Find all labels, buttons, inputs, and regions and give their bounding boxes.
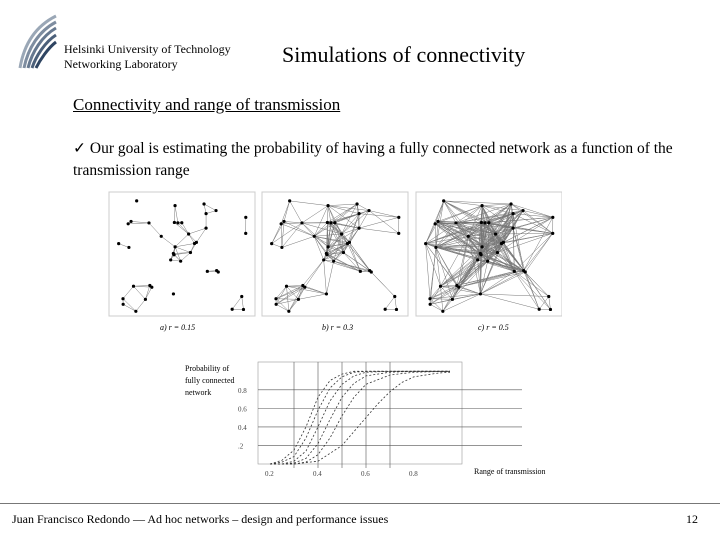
x-tick-label: 0.8 xyxy=(409,470,418,478)
graph-node xyxy=(441,310,444,313)
slide-title: Simulations of connectivity xyxy=(282,42,526,67)
graph-node xyxy=(173,204,176,207)
graph-node xyxy=(147,221,150,224)
graph-node xyxy=(176,221,179,224)
graph-node xyxy=(326,221,329,224)
institution-name xyxy=(64,42,231,72)
series-line-n1 xyxy=(270,371,450,464)
graph-node xyxy=(121,297,124,300)
graph-node xyxy=(511,227,514,230)
graph-node xyxy=(322,258,325,261)
x-tick-label: 0.2 xyxy=(265,470,274,478)
graph-node xyxy=(333,221,336,224)
graph-node xyxy=(127,246,130,249)
graph-node xyxy=(206,270,209,273)
graph-node xyxy=(547,295,550,298)
series-line-n4 xyxy=(270,371,450,464)
y-tick-label: .2 xyxy=(238,442,244,451)
graph-node xyxy=(195,241,198,244)
graph-node xyxy=(275,303,278,306)
graph-node xyxy=(332,260,335,263)
graph-node xyxy=(355,202,358,205)
graph-node xyxy=(325,252,328,255)
chart-series-group xyxy=(270,371,450,464)
graph-node xyxy=(242,308,245,311)
graph-node xyxy=(348,241,351,244)
section-subtitle: Connectivity and range of transmission xyxy=(73,95,341,114)
y-tick-label: 0.6 xyxy=(238,405,247,414)
graph-node xyxy=(288,199,291,202)
y-axis-label-line-3: network xyxy=(185,388,212,397)
graph-node xyxy=(455,284,458,287)
graph-node xyxy=(179,260,182,263)
x-axis-label: Range of transmission xyxy=(474,467,546,476)
graph-node xyxy=(280,222,283,225)
graph-node xyxy=(169,258,172,261)
institution-line-2: Networking Laboratory xyxy=(64,57,178,71)
graph-node xyxy=(424,242,427,245)
graph-node xyxy=(481,245,484,248)
graph-node xyxy=(148,284,151,287)
series-line-n6 xyxy=(270,372,450,464)
graph-node xyxy=(359,270,362,273)
graph-node xyxy=(454,221,457,224)
graph-node xyxy=(244,232,247,235)
graph-node xyxy=(297,298,300,301)
graph-node xyxy=(132,285,135,288)
graph-node xyxy=(513,270,516,273)
graph-node xyxy=(551,232,554,235)
graph-node xyxy=(476,258,479,261)
network-graphs-figure xyxy=(108,190,562,335)
graph-node xyxy=(479,292,482,295)
y-axis-label-line-2: fully connected xyxy=(185,376,235,385)
x-tick-label: 0.4 xyxy=(313,470,322,478)
page-number: 12 xyxy=(686,512,698,526)
graph-node xyxy=(368,269,371,272)
graph-node xyxy=(494,232,497,235)
graph-node xyxy=(204,212,207,215)
graph-node xyxy=(393,295,396,298)
graph-node xyxy=(439,285,442,288)
graph-node xyxy=(340,232,343,235)
series-line-n5 xyxy=(270,371,450,464)
graph-node xyxy=(189,251,192,254)
graph-node xyxy=(240,295,243,298)
graph-caption-a: a) r = 0.15 xyxy=(160,323,196,332)
graph-node xyxy=(496,251,499,254)
graph-node xyxy=(397,216,400,219)
graph-node xyxy=(522,269,525,272)
graph-node xyxy=(467,235,470,238)
graph-node xyxy=(301,284,304,287)
graph-node xyxy=(384,308,387,311)
graph-node xyxy=(173,221,176,224)
series-line-n3 xyxy=(270,371,450,464)
graph-node xyxy=(480,221,483,224)
graph-node xyxy=(521,209,524,212)
graph-caption-c: c) r = 0.5 xyxy=(478,323,509,332)
graph-node xyxy=(434,222,437,225)
bullet-point xyxy=(73,138,673,182)
graph-node xyxy=(300,221,303,224)
graph-node xyxy=(436,220,439,223)
graph-node xyxy=(397,232,400,235)
graph-node xyxy=(367,209,370,212)
graph-node xyxy=(144,298,147,301)
graph-panel-a xyxy=(109,192,255,316)
graph-node xyxy=(134,310,137,313)
graph-node xyxy=(342,251,345,254)
graph-node xyxy=(172,252,175,255)
graph-node xyxy=(287,310,290,313)
institution-line-1: Helsinki University of Technology xyxy=(64,42,231,56)
graph-node xyxy=(538,308,541,311)
graph-node xyxy=(357,212,360,215)
graph-node xyxy=(244,216,247,219)
graph-node xyxy=(282,220,285,223)
graph-node xyxy=(187,232,190,235)
graph-node xyxy=(486,260,489,263)
chart-frame xyxy=(258,362,462,464)
graph-node xyxy=(551,216,554,219)
graph-node xyxy=(480,204,483,207)
footer-text: Juan Francisco Redondo — Ad hoc networks – design and performance issues xyxy=(12,512,389,526)
graph-node xyxy=(274,297,277,300)
graph-node xyxy=(313,235,316,238)
graph-node xyxy=(451,298,454,301)
graph-node xyxy=(327,245,330,248)
graph-node xyxy=(285,285,288,288)
graph-node xyxy=(127,222,130,225)
graph-node xyxy=(204,227,207,230)
x-tick-label: 0.6 xyxy=(361,470,370,478)
graph-node xyxy=(479,252,482,255)
graph-node xyxy=(202,202,205,205)
connectivity-probability-chart xyxy=(180,356,580,486)
graph-node xyxy=(329,221,332,224)
graph-node xyxy=(502,241,505,244)
graph-node xyxy=(325,292,328,295)
graph-node xyxy=(357,227,360,230)
graph-node xyxy=(429,303,432,306)
y-tick-label: 0.4 xyxy=(238,423,247,432)
y-tick-label: 0.8 xyxy=(238,386,247,395)
graph-node xyxy=(428,297,431,300)
graph-node xyxy=(434,246,437,249)
checkmark-icon: ✓ xyxy=(73,140,86,157)
graph-node xyxy=(549,308,552,311)
y-axis-label-line-1: Probability of xyxy=(185,364,230,373)
university-logo-icon xyxy=(18,14,58,70)
graph-node xyxy=(487,221,490,224)
footer-divider xyxy=(0,503,720,504)
graph-node xyxy=(122,303,125,306)
graph-node xyxy=(483,221,486,224)
graph-node xyxy=(214,209,217,212)
series-line-n2 xyxy=(270,371,450,464)
chart-ticks xyxy=(238,387,418,478)
graph-node xyxy=(135,199,138,202)
graph-node xyxy=(511,212,514,215)
bullet-text: Our goal is estimating the probability of having a fully connected network as a function of the transmission range xyxy=(73,140,673,179)
graph-node xyxy=(442,199,445,202)
graph-node xyxy=(215,269,218,272)
graph-node xyxy=(180,221,183,224)
graph-node xyxy=(117,242,120,245)
graph-node xyxy=(174,245,177,248)
chart-grid xyxy=(258,362,522,468)
graph-node xyxy=(280,246,283,249)
graph-node xyxy=(160,235,163,238)
graph-node xyxy=(231,308,234,311)
graph-node xyxy=(172,292,175,295)
graph-node xyxy=(395,308,398,311)
graph-node xyxy=(270,242,273,245)
graph-caption-b: b) r = 0.3 xyxy=(322,323,354,332)
graph-node xyxy=(509,202,512,205)
graph-node xyxy=(326,204,329,207)
graph-node xyxy=(129,220,132,223)
